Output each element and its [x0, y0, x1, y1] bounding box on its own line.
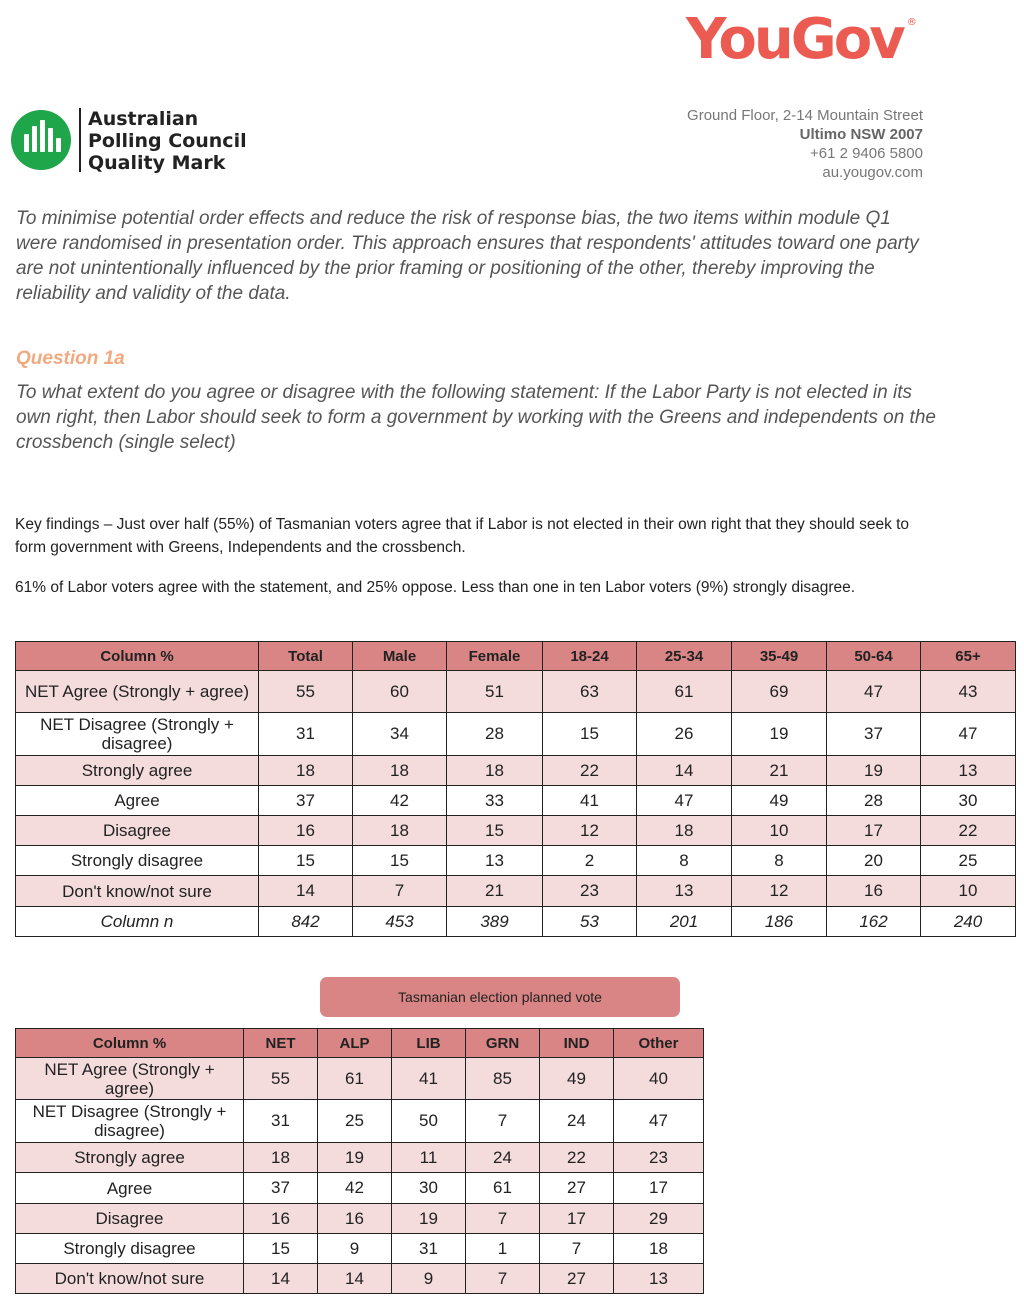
table-cell: 12: [732, 876, 827, 907]
table-cell: 16: [318, 1204, 392, 1234]
table-cell: 53: [543, 907, 637, 937]
table-cell: 55: [244, 1058, 318, 1100]
row-label: NET Disagree (Strongly + disagree): [16, 1100, 244, 1143]
table-row: [16, 671, 1016, 713]
table-cell: 37: [259, 786, 353, 816]
table-cell: 47: [637, 786, 732, 816]
table-row: [16, 1143, 704, 1173]
table-cell: 30: [921, 786, 1016, 816]
table-cell: 16: [259, 816, 353, 846]
table-cell: 49: [540, 1058, 614, 1100]
table-cell: 7: [540, 1234, 614, 1264]
table-cell: 28: [827, 786, 921, 816]
question-text: To what extent do you agree or disagree with the following statement: If the Labor Party is not elected in its own right, then Labor should seek to form a government by working with the Greens and independents on the crossbench (single select): [16, 382, 936, 453]
table-cell: 23: [614, 1143, 704, 1173]
yougov-logo: [686, 7, 917, 72]
table-cell: 162: [827, 907, 921, 937]
table-cell: 25: [921, 846, 1016, 876]
table-cell: 29: [614, 1204, 704, 1234]
row-label: Don't know/not sure: [16, 876, 259, 907]
bar-chart-circle-icon: [11, 110, 71, 170]
planned-vote-table: [15, 1028, 704, 1294]
demographics-table: [15, 641, 1016, 937]
table-cell: 27: [540, 1173, 614, 1204]
table-cell: 14: [259, 876, 353, 907]
table-cell: 8: [732, 846, 827, 876]
table-row: [16, 1204, 704, 1234]
table-cell: 31: [244, 1100, 318, 1143]
table-cell: 15: [543, 713, 637, 756]
address-phone: +61 2 9406 5800: [809, 145, 923, 162]
table-cell: 37: [827, 713, 921, 756]
table-cell: 15: [447, 816, 543, 846]
labor-findings-paragraph: 61% of Labor voters agree with the statement, and 25% oppose. Less than one in ten Labor voters (9%) strongly disagree.: [15, 579, 856, 596]
table-cell: 1: [466, 1234, 540, 1264]
table-cell: 63: [543, 671, 637, 713]
table-cell: 15: [244, 1234, 318, 1264]
apc-quality-mark-logo: [11, 108, 271, 174]
table-cell: 47: [921, 713, 1016, 756]
table-cell: 2: [543, 846, 637, 876]
table-cell: 842: [259, 907, 353, 937]
apc-logo-text: [88, 108, 247, 174]
table-cell: 9: [318, 1234, 392, 1264]
table-row: [16, 786, 1016, 816]
table-header-row: [16, 642, 1016, 671]
table-cell: 25: [318, 1100, 392, 1143]
table-cell: 31: [259, 713, 353, 756]
table-cell: 240: [921, 907, 1016, 937]
table-cell: 55: [259, 671, 353, 713]
table-cell: 18: [259, 756, 353, 786]
column-header: NET: [244, 1029, 318, 1058]
table-row: [16, 1058, 704, 1100]
table-cell: 18: [637, 816, 732, 846]
table-row: [16, 816, 1016, 846]
table-cell: 18: [353, 756, 447, 786]
table-cell: 19: [827, 756, 921, 786]
table-cell: 40: [614, 1058, 704, 1100]
table-cell: 14: [318, 1264, 392, 1294]
table-cell: 42: [353, 786, 447, 816]
table-cell: 47: [614, 1100, 704, 1143]
column-header: Female: [447, 642, 543, 671]
intro-paragraph: To minimise potential order effects and reduce the risk of response bias, the two items within module Q1 were randomised in presentation order. This approach ensures that respondents' attitudes toward one party are not unintentionally influenced by the prior framing or positioning of the other, thereby improving the reliability and validity of the data.: [16, 208, 919, 304]
table-row: [16, 756, 1016, 786]
table-cell: 17: [614, 1173, 704, 1204]
table-cell: 34: [353, 713, 447, 756]
table-cell: 389: [447, 907, 543, 937]
column-header: 18-24: [543, 642, 637, 671]
table-cell: 15: [353, 846, 447, 876]
table-cell: 16: [827, 876, 921, 907]
table-cell: 11: [392, 1143, 466, 1173]
table-cell: 7: [353, 876, 447, 907]
table-cell: 22: [921, 816, 1016, 846]
table-cell: 47: [827, 671, 921, 713]
table-row: [16, 1264, 704, 1294]
table-cell: 19: [318, 1143, 392, 1173]
table-cell: 51: [447, 671, 543, 713]
table-row: [16, 876, 1016, 907]
column-header: Male: [353, 642, 447, 671]
row-label: Don't know/not sure: [16, 1264, 244, 1294]
table-row: [16, 1100, 704, 1143]
table-cell: 19: [732, 713, 827, 756]
table-cell: 18: [244, 1143, 318, 1173]
row-label: Strongly agree: [16, 1143, 244, 1173]
table-cell: 14: [244, 1264, 318, 1294]
column-header: IND: [540, 1029, 614, 1058]
row-label: Strongly disagree: [16, 1234, 244, 1264]
address-street: Ground Floor, 2-14 Mountain Street: [687, 107, 923, 124]
registered-mark: ®: [906, 17, 917, 28]
table-cell: 186: [732, 907, 827, 937]
apc-line: Quality Mark: [88, 152, 226, 174]
apc-line: Australian: [88, 108, 199, 130]
table-cell: 69: [732, 671, 827, 713]
table-cell: 43: [921, 671, 1016, 713]
table-cell: 13: [637, 876, 732, 907]
table-cell: 23: [543, 876, 637, 907]
question-heading: Question 1a: [16, 348, 125, 369]
table-cell: 18: [447, 756, 543, 786]
table-cell: 41: [543, 786, 637, 816]
table-cell: 22: [540, 1143, 614, 1173]
table-cell: 13: [447, 846, 543, 876]
column-header: 65+: [921, 642, 1016, 671]
table-row: [16, 713, 1016, 756]
row-label: NET Agree (Strongly + agree): [16, 671, 259, 713]
table-cell: 453: [353, 907, 447, 937]
table-cell: 20: [827, 846, 921, 876]
column-header: Total: [259, 642, 353, 671]
yougov-logo-text: YouGov: [686, 7, 903, 72]
table-row: [16, 846, 1016, 876]
table-cell: 13: [614, 1264, 704, 1294]
row-label: Strongly disagree: [16, 846, 259, 876]
table-cell: 61: [466, 1173, 540, 1204]
row-label: Column n: [16, 907, 259, 937]
address-suburb: Ultimo NSW 2007: [799, 126, 923, 143]
table-cell: 31: [392, 1234, 466, 1264]
table-cell: 61: [318, 1058, 392, 1100]
table-cell: 37: [244, 1173, 318, 1204]
column-header: Column %: [16, 1029, 244, 1058]
table-cell: 21: [732, 756, 827, 786]
table-cell: 85: [466, 1058, 540, 1100]
table-cell: 50: [392, 1100, 466, 1143]
key-findings-paragraph: Key findings – Just over half (55%) of Tasmanian voters agree that if Labor is not elected in their own right that they should seek to form government with Greens, Independents and the crossbench.: [15, 516, 910, 556]
company-address: [687, 106, 923, 182]
table-cell: 41: [392, 1058, 466, 1100]
table-cell: 9: [392, 1264, 466, 1294]
column-header: Other: [614, 1029, 704, 1058]
table-cell: 18: [614, 1234, 704, 1264]
column-header: 35-49: [732, 642, 827, 671]
table-cell: 13: [921, 756, 1016, 786]
table-cell: 24: [540, 1100, 614, 1143]
table-cell: 10: [732, 816, 827, 846]
table-cell: 33: [447, 786, 543, 816]
table-cell: 7: [466, 1264, 540, 1294]
table-cell: 61: [637, 671, 732, 713]
logo-divider: [79, 108, 81, 172]
table-cell: 26: [637, 713, 732, 756]
table-cell: 14: [637, 756, 732, 786]
table-cell: 15: [259, 846, 353, 876]
table-cell: 12: [543, 816, 637, 846]
column-header: Column %: [16, 642, 259, 671]
row-label: Strongly agree: [16, 756, 259, 786]
column-header: LIB: [392, 1029, 466, 1058]
column-header: 25-34: [637, 642, 732, 671]
table-header-row: [16, 1029, 704, 1058]
row-label: Agree: [16, 786, 259, 816]
table-cell: 24: [466, 1143, 540, 1173]
planned-vote-banner: Tasmanian election planned vote: [320, 977, 680, 1017]
apc-line: Polling Council: [88, 130, 247, 152]
address-website: au.yougov.com: [822, 164, 923, 181]
table-row: [16, 1173, 704, 1204]
table-cell: 21: [447, 876, 543, 907]
table-cell: 28: [447, 713, 543, 756]
table-cell: 18: [353, 816, 447, 846]
table-cell: 19: [392, 1204, 466, 1234]
row-label: Disagree: [16, 1204, 244, 1234]
table-cell: 17: [827, 816, 921, 846]
row-label: Disagree: [16, 816, 259, 846]
row-label: NET Agree (Strongly + agree): [16, 1058, 244, 1100]
table-cell: 49: [732, 786, 827, 816]
column-header: ALP: [318, 1029, 392, 1058]
row-label: NET Disagree (Strongly + disagree): [16, 713, 259, 756]
table-cell: 8: [637, 846, 732, 876]
table-cell: 27: [540, 1264, 614, 1294]
column-header: 50-64: [827, 642, 921, 671]
table-cell: 201: [637, 907, 732, 937]
table-cell: 30: [392, 1173, 466, 1204]
row-label: Agree: [16, 1173, 244, 1204]
table-cell: 10: [921, 876, 1016, 907]
table-cell: 60: [353, 671, 447, 713]
table-cell: 16: [244, 1204, 318, 1234]
table-row: [16, 1234, 704, 1264]
column-header: GRN: [466, 1029, 540, 1058]
table-cell: 22: [543, 756, 637, 786]
table-cell: 42: [318, 1173, 392, 1204]
table-row: [16, 907, 1016, 937]
table-cell: 17: [540, 1204, 614, 1234]
table-cell: 7: [466, 1100, 540, 1143]
table-cell: 7: [466, 1204, 540, 1234]
